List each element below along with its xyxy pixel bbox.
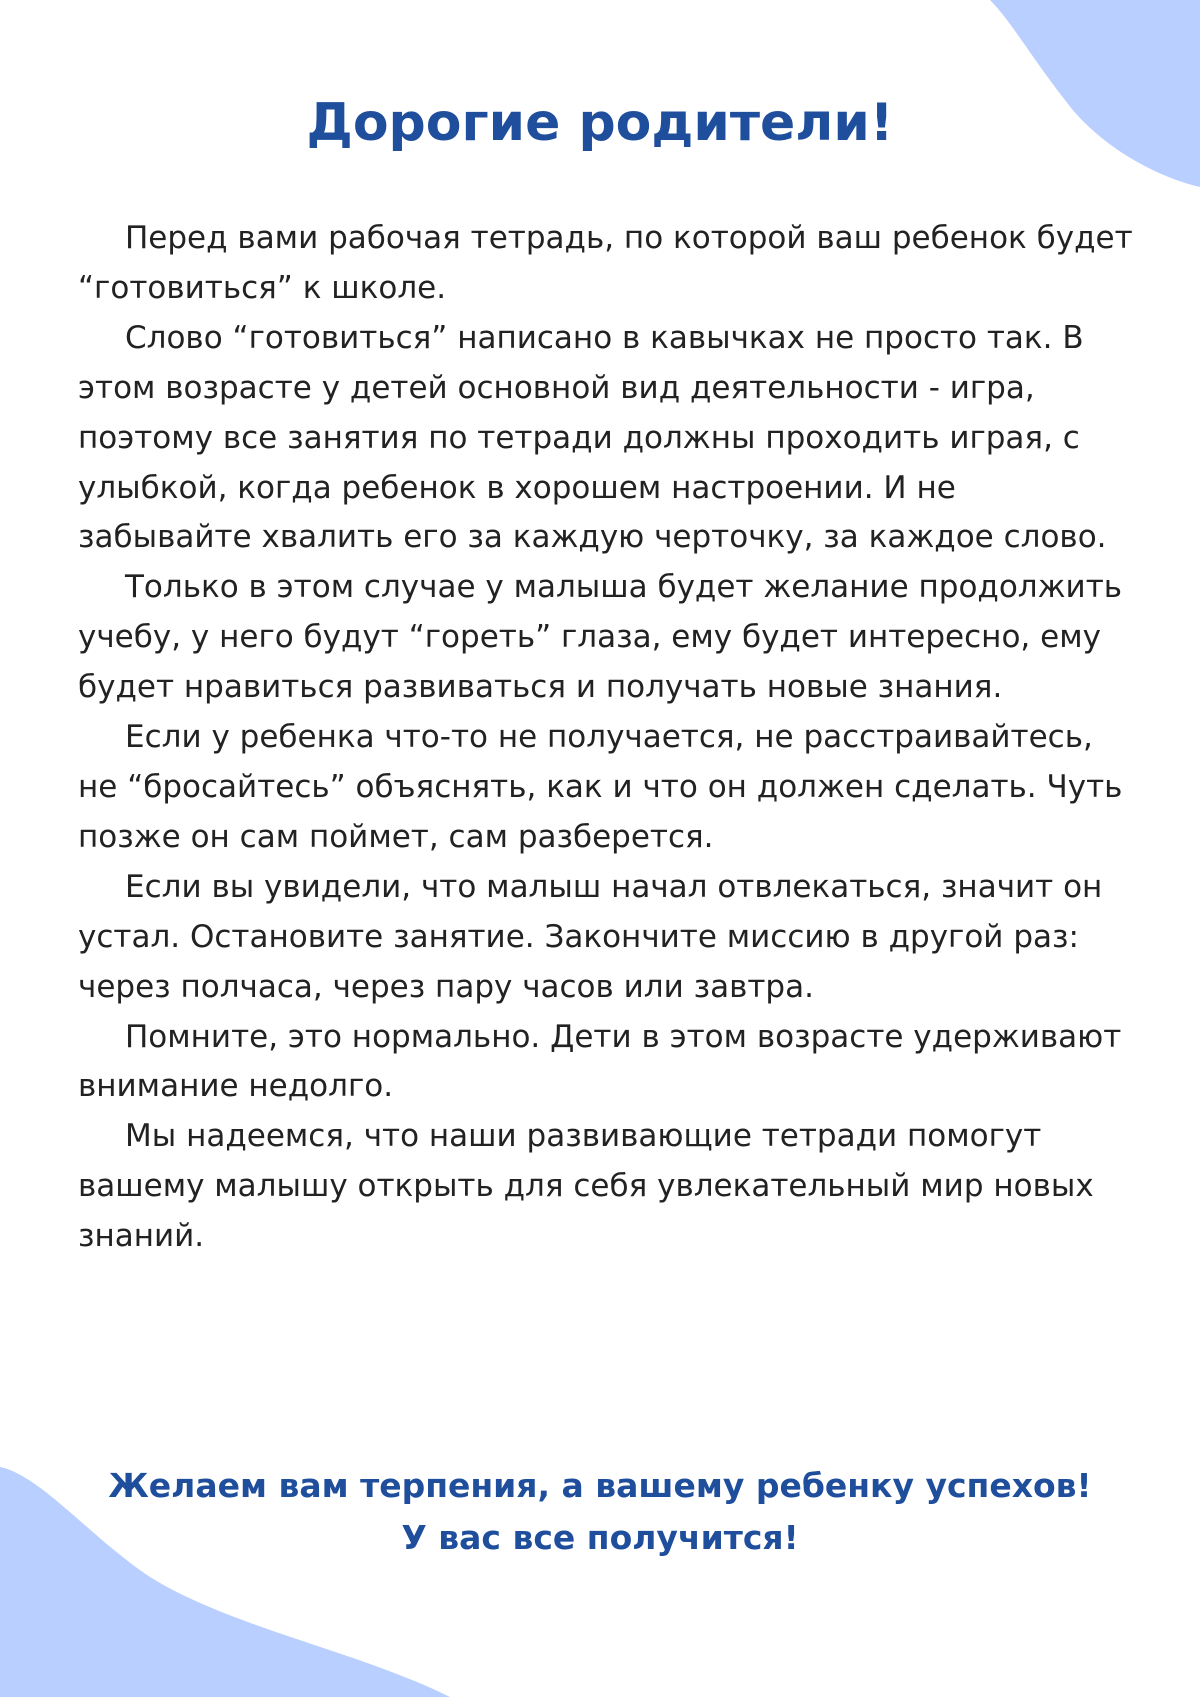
page-title: Дорогие родители! [306,93,894,153]
paragraph: Мы надеемся, что наши развивающие тетради помогут вашему малышу открыть для себя увлекательный мир новых знаний. [78,1118,1094,1255]
paragraph: Только в этом случае у малыша будет желание продолжить учебу, у него будут “гореть” глаза, ему будет интересно, ему будет нравиться развиваться и получать новые знания. [78,569,1123,706]
paragraph: Перед вами рабочая тетрадь, по которой ваш ребенок будет “готовиться” к школе. [78,220,1133,306]
closing-line: У вас все получится! [401,1518,799,1557]
paragraph: Если у ребенка что-то не получается, не расстраивайтесь, не “бросайтесь” объяснять, как и что он должен сделать. Чуть позже он сам поймет, сам разберется. [78,719,1123,855]
closing-wishes [0,1460,1200,1564]
letter-body [78,214,1138,1262]
paragraph: Помните, это нормально. Дети в этом возрасте удерживают внимание недолго. [78,1018,1122,1105]
paragraph: Слово “готовиться” написано в кавычках не просто так. В этом возрасте у детей основной вид деятельности - игра, поэтому все занятия по тетради должны проходить играя, с улыбкой, когда ребенок в хорошем настроении. И не забывайте хвалить его за каждую черточку, за каждое слово. [78,319,1107,556]
paragraph: Если вы увидели, что малыш начал отвлекаться, значит он устал. Остановите занятие. Закончите миссию в другой раз: через полчаса, через пару часов или завтра. [78,868,1103,1005]
closing-line: Желаем вам терпения, а вашему ребенку успехов! [108,1466,1092,1505]
